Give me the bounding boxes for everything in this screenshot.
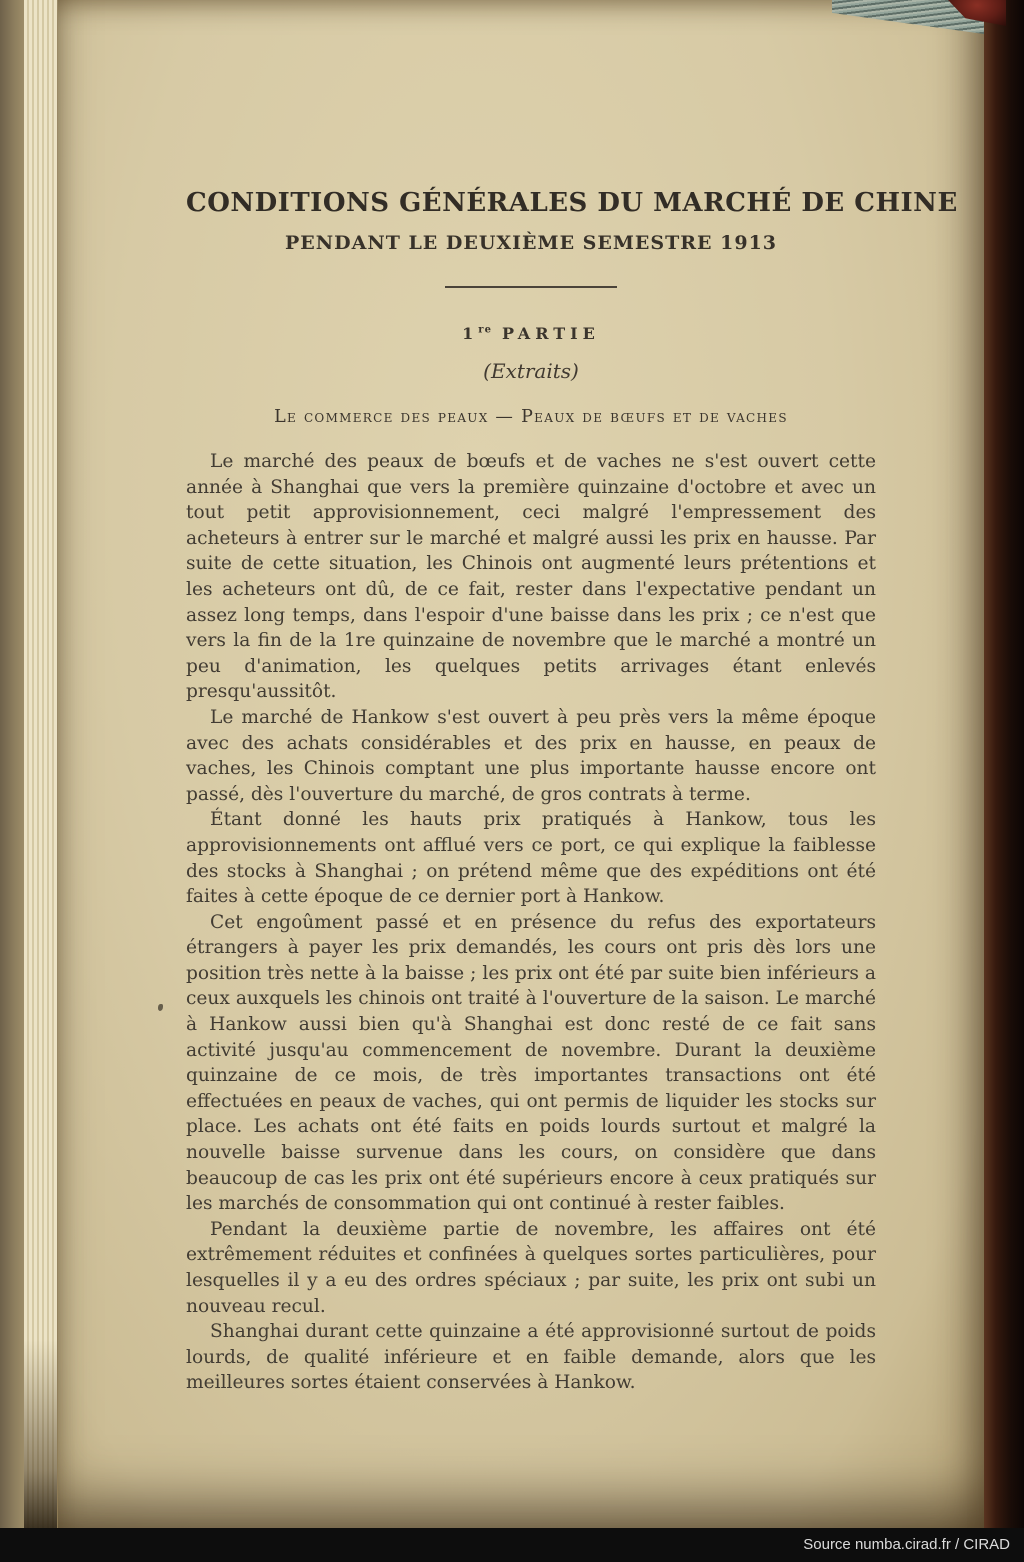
source-bar [0, 1528, 1024, 1562]
paragraph: Cet engoûment passé et en présence du refus des exportateurs étrangers à payer les prix demandés, les cours ont pris dès lors une position très nette à la baisse ; les prix ont été par suite bien inférieurs a ceux auxquels les chinois ont traité à l'ouverture de la saison. Le marché à Hankow aussi bien qu'à Shanghai est donc resté de ce fait sans activité jusqu'au commencement de novembre. Durant la deuxième quinzaine de ce mois, de très importantes transactions ont été effectuées en peaux de vaches, qui ont permis de liquider les stocks sur place. Les achats ont été faits en poids lourds surtout et malgré la nouvelle baisse survenue dans les cours, on considère que dans beaucoup de cas les prix ont été supérieurs encore à ceux pratiqués sur les marchés de consommation qui ont continué à rester faibles. [186, 911, 876, 1215]
source-credit: Source numba.cirad.fr / CIRAD [803, 1536, 1010, 1553]
part-ordinal: re [478, 324, 492, 336]
paragraph: Le marché de Hankow s'est ouvert à peu près vers la même époque avec des achats considérables et des prix en hausse, en peaux de vaches, les Chinois comptant une plus importante hausse encore ont passé, dès l'ouverture du marché, de gros contrats à terme. [186, 706, 876, 805]
document-title: CONDITIONS GÉNÉRALES DU MARCHÉ DE CHINE [186, 188, 958, 218]
book-binding [984, 0, 1024, 1528]
paragraph: Shanghai durant cette quinzaine a été approvisionné surtout de poids lourds, de qualité inférieure et en faible demande, alors que les meilleures sortes étaient conservées à Hankow. [186, 1321, 876, 1394]
part-heading [186, 324, 876, 343]
section-heading: Le commerce des peaux — Peaux de bœufs et de vaches [274, 407, 788, 427]
document-subtitle: PENDANT LE DEUXIÈME SEMESTRE 1913 [284, 232, 778, 254]
part-number: 1 [462, 324, 479, 343]
extracts-label: (Extraits) [483, 359, 579, 383]
paragraph: Pendant la deuxième partie de novembre, les affaires ont été extrêmement réduites et confinées à quelques sortes particulières, pour lesquelles il y a eu des ordres spéciaux ; par suite, les prix ont subi un nouveau recul. [186, 1218, 876, 1317]
part-label: PARTIE [501, 324, 600, 343]
scan-left-shadow [0, 0, 24, 1528]
page-edges-left [24, 0, 57, 1528]
paragraph: Étant donné les hauts prix pratiqués à Hankow, tous les approvisionnements ont afflué vers ce port, ce qui explique la faiblesse des stocks à Shanghai ; on prétend même que des expéditions ont été faites à cette époque de ce dernier port à Hankow. [186, 809, 876, 908]
body-text [186, 449, 876, 1396]
section-divider [445, 286, 617, 288]
document-content [186, 0, 958, 1396]
paragraph: Le marché des peaux de bœufs et de vaches ne s'est ouvert cette année à Shanghai que vers la première quinzaine d'octobre et avec un tout petit approvisionnement, ceci malgré l'empressement des acheteurs à entrer sur le marché et malgré aussi les prix en hausse. Par suite de cette situation, les Chinois ont augmenté leurs prétentions et les acheteurs ont dû, de ce fait, rester dans l'expectative pendant un assez long temps, dans l'espoir d'une baisse dans les prix ; ce n'est que vers la fin de la 1re quinzaine de novembre que le marché a montré un peu d'animation, les quelques petits arrivages étant enlevés presqu'aussitôt. [186, 451, 876, 703]
